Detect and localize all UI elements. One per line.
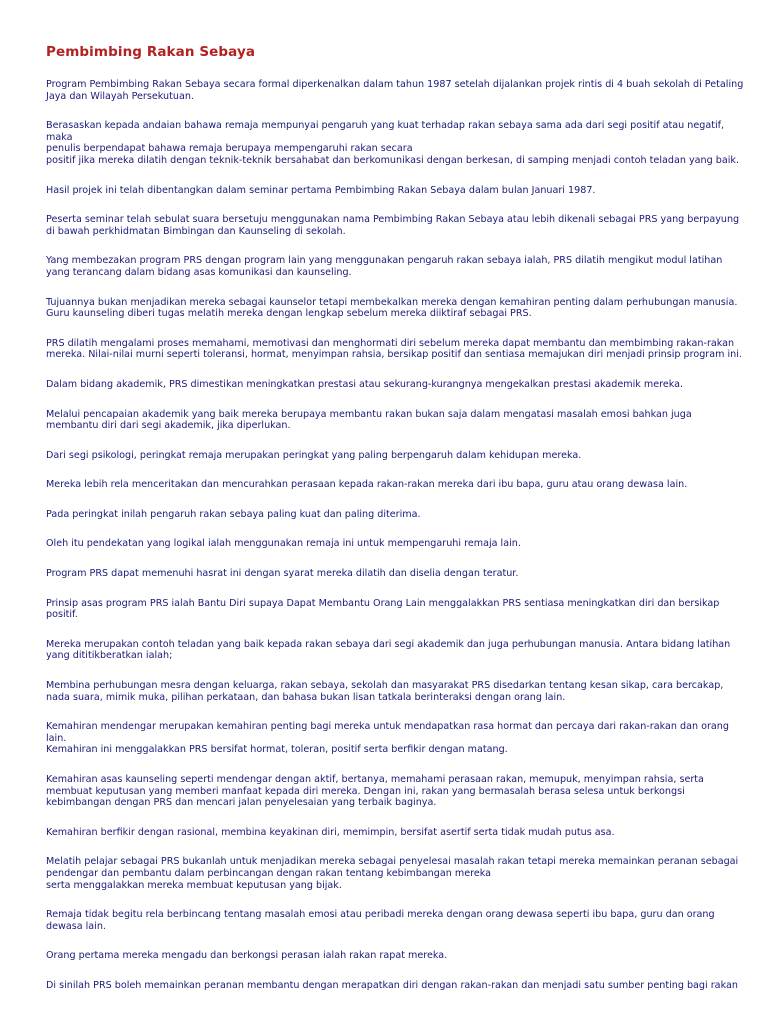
paragraph: Membina perhubungan mesra dengan keluarga, rakan sebaya, sekolah dan masyarakat PRS disedarkan tentang kesan sikap, cara bercakap, nada suara, mimik muka, pilihan perkataan, dan bahasa bukan lisan tatkala berinteraksi dengan orang lain. [46, 680, 724, 703]
paragraph: Mereka lebih rela menceritakan dan mencurahkan perasaan kepada rakan-rakan mereka dari ibu bapa, guru atau orang dewasa lain. [46, 479, 688, 491]
paragraph: Pada peringkat inilah pengaruh rakan sebaya paling kuat dan paling diterima. [46, 508, 421, 520]
document-page [46, 44, 746, 1010]
paragraph: Peserta seminar telah sebulat suara bersetuju menggunakan nama Pembimbing Rakan Sebaya atau lebih dikenali sebagai PRS yang berpayung di bawah perkhidmatan Bimbingan dan Kaunseling di sekolah. [46, 214, 740, 237]
paragraph: Kemahiran berfikir dengan rasional, membina keyakinan diri, memimpin, bersifat asertif serta tidak mudah putus asa. [46, 826, 615, 838]
paragraph: Melatih pelajar sebagai PRS bukanlah untuk menjadikan mereka sebagai penyelesai masalah rakan tetapi mereka memainkan peranan sebagai pendengar dan pembantu dalam perbincangan dengan rakan tentang kebimbangan mereka serta menggalakkan mereka membuat keputusan yang bijak. [46, 856, 739, 891]
paragraph: Program PRS dapat memenuhi hasrat ini dengan syarat mereka dilatih dan diselia dengan teratur. [46, 568, 519, 580]
paragraph: Yang membezakan program PRS dengan program lain yang menggunakan pengaruh rakan sebaya ialah, PRS dilatih mengikut modul latihan yang terancang dalam bidang asas komunikasi dan kaunseling. [46, 255, 723, 278]
paragraph: Prinsip asas program PRS ialah Bantu Diri supaya Dapat Membantu Orang Lain menggalakkan PRS sentiasa meningkatkan diri dan bersikap positif. [46, 597, 720, 621]
paragraph: Dari segi psikologi, peringkat remaja merupakan peringkat yang paling berpengaruh dalam kehidupan mereka. [46, 449, 582, 461]
paragraph: Dalam bidang akademik, PRS dimestikan meningkatkan prestasi atau sekurang-kurangnya mengekalkan prestasi akademik mereka. [46, 378, 684, 390]
paragraph: Program Pembimbing Rakan Sebaya secara formal diperkenalkan dalam tahun 1987 setelah dijalankan projek rintis di 4 buah sekolah di Petaling Jaya dan Wilayah Persekutuan. [46, 79, 744, 102]
document-body [46, 79, 746, 992]
paragraph: Orang pertama mereka mengadu dan berkongsi perasan ialah rakan rapat mereka. [46, 950, 448, 962]
paragraph: Tujuannya bukan menjadikan mereka sebagai kaunselor tetapi membekalkan mereka dengan kemahiran penting dalam perhubungan manusia. Guru kaunseling diberi tugas melatih mereka dengan lengkap sebelum mereka diiktiraf sebagai PRS. [46, 296, 738, 320]
paragraph: Di sinilah PRS boleh memainkan peranan membantu dengan merapatkan diri dengan rakan-rakan dan menjadi satu sumber penting bagi rakan [46, 979, 738, 991]
paragraph: Mereka merupakan contoh teladan yang baik kepada rakan sebaya dari segi akademik dan juga perhubungan manusia. Antara bidang latihan yang dititikberatkan ialah; [46, 638, 731, 662]
paragraph: Melalui pencapaian akademik yang baik mereka berupaya membantu rakan bukan saja dalam mengatasi masalah emosi bahkan juga membantu diri dari segi akademik, jika diperlukan. [46, 408, 692, 432]
paragraph: Berasaskan kepada andaian bahawa remaja mempunyai pengaruh yang kuat terhadap rakan sebaya sama ada dari segi positif atau negatif, maka penulis berpendapat bahawa remaja berupaya mempengaruhi rakan secara positif jika mereka dilatih dengan teknik-teknik bersahabat dan berkomunikasi dengan berkesan, di samping menjadi contoh teladan yang baik. [46, 120, 739, 166]
paragraph: PRS dilatih mengalami proses memahami, memotivasi dan menghormati diri sebelum mereka dapat membantu dan membimbing rakan-rakan mereka. Nilai-nilai murni seperti toleransi, hormat, menyimpan rahsia, bersikap positif dan sentiasa memajukan diri menjadi prinsip program ini. [46, 337, 742, 361]
document-title: Pembimbing Rakan Sebaya [46, 44, 256, 60]
paragraph: Hasil projek ini telah dibentangkan dalam seminar pertama Pembimbing Rakan Sebaya dalam bulan Januari 1987. [46, 184, 596, 196]
paragraph: Oleh itu pendekatan yang logikal ialah menggunakan remaja ini untuk mempengaruhi remaja lain. [46, 538, 521, 550]
paragraph: Remaja tidak begitu rela berbincang tentang masalah emosi atau peribadi mereka dengan orang dewasa seperti ibu bapa, guru dan orang dewasa lain. [46, 909, 715, 932]
paragraph: Kemahiran mendengar merupakan kemahiran penting bagi mereka untuk mendapatkan rasa hormat dan percaya dari rakan-rakan dan orang lain. Kemahiran ini menggalakkan PRS bersifat hormat, toleran, positif serta berfikir dengan matang. [46, 721, 729, 756]
paragraph: Kemahiran asas kaunseling seperti mendengar dengan aktif, bertanya, memahami perasaan rakan, memupuk, menyimpan rahsia, serta membuat keputusan yang memberi manfaat kepada diri mereka. Dengan ini, rakan yang bermasalah berasa selesa untuk berkongsi kebimbangan dengan PRS dan mencari jalan penyelesaian yang terbaik baginya. [46, 774, 704, 809]
